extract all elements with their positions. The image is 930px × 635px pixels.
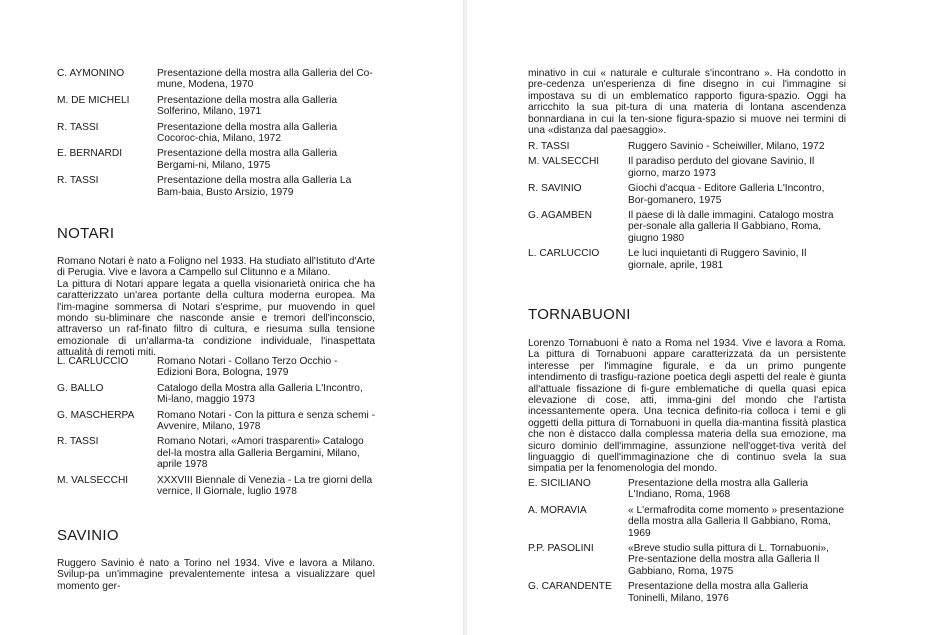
savinio-bio (57, 558, 375, 592)
reference-text: Romano Notari, «Amori trasparenti» Catalogo del-la mostra alla Galleria Bergamini, Milano, aprile 1978 (157, 436, 364, 471)
reference-author: G. BALLO (57, 382, 104, 394)
reference-item (528, 141, 846, 152)
reference-author: G. MASCHERPA (57, 409, 135, 421)
reference-author: C. AYMONINO (57, 68, 125, 79)
reference-item (528, 505, 846, 539)
reference-text: Presentazione della mostra alla Galleria Cocoroc-chia, Milano, 1972 (157, 121, 338, 145)
reference-text: Il paradiso perduto del giovane Savinio, Il giorno, marzo 1973 (628, 156, 815, 179)
reference-author: R. TASSI (57, 436, 99, 448)
reference-item (57, 68, 375, 91)
savinio-heading: SAVINIO (57, 527, 119, 544)
notari-bio-paragraph: La pittura di Notari appare legata a quella visionarietà onirica che ha caratterizzato un'area portante della cultura moderna europea. Ma l'im-magine sommersa di Notari s'esprime, pur muovendo in quel mondo su-bliminare che nasconde ansie e tremori dell'inconscio, attraverso un raf-finato filtro di cultura, e riesuma sulla tensione emozionale di un'allarma-ta condizione individuale, l'inaspettata attualità di remoti miti. (57, 278, 375, 359)
reference-item (57, 436, 375, 470)
reference-item (57, 356, 375, 379)
reference-author: L. CARLUCCIO (57, 356, 129, 367)
reference-author: R. TASSI (528, 141, 570, 152)
reference-item (528, 581, 846, 604)
reference-item (57, 122, 375, 145)
savinio-bio-paragraph: minativo in cui « naturale e culturale s'incontrano ». Ha condotto in pre-cedenza un'esperienza di fine disegno in cui l'immagine si impostava su di un emblematico rapporto figura-spazio. Oggi ha arricchito la sua pit-tura di una materia di lontana ascendenza bonnardiana in cui la ten-sione figura-spazio si muove nei termini di una «distanza dal paesaggio». (528, 68, 846, 137)
reference-item (57, 410, 375, 433)
reference-text: Presentazione della mostra alla Galleria L'Indiano, Roma, 1968 (628, 478, 809, 501)
reference-author: A. MORAVIA (528, 504, 587, 516)
reference-author: R. TASSI (57, 175, 99, 187)
reference-text: Presentazione della mostra alla Galleria Solferino, Milano, 1971 (157, 94, 338, 118)
reference-text: Le luci inquietanti di Ruggero Savinio, Il giornale, aprile, 1981 (628, 248, 807, 271)
reference-author: P.P. PASOLINI (528, 543, 594, 555)
aymonino-references (57, 68, 375, 202)
reference-item (528, 210, 846, 244)
reference-item (528, 543, 846, 577)
reference-author: M. VALSECCHI (57, 474, 129, 486)
savinio-bio-paragraph: Ruggero Savinio è nato a Torino nel 1934. Vive e lavora a Milano. Svilup-pa un'immagine prevalentemente intesa a visualizzare quel momento ger- (57, 558, 375, 592)
reference-text: «Breve studio sulla pittura di L. Tornabuoni», Pre-sentazione della mostra alla Galleria Il Gabbiano, Roma, 1975 (628, 543, 829, 577)
reference-author: G. AGAMBEN (528, 210, 592, 222)
notari-bio (57, 256, 375, 359)
reference-text: XXXVIII Biennale di Venezia - La tre giorni della vernice, Il Giornale, luglio 1978 (157, 474, 373, 498)
reference-item (57, 148, 375, 171)
tornabuoni-heading: TORNABUONI (528, 306, 631, 323)
reference-author: M. VALSECCHI (528, 156, 600, 168)
reference-author: L. CARLUCCIO (528, 248, 600, 260)
reference-author: R. SAVINIO (528, 183, 582, 195)
reference-item (57, 95, 375, 118)
reference-text: Giochi d'acqua - Editore Galleria L'Incontro, Bor-gomanero, 1975 (628, 183, 825, 206)
reference-text: Il paese di là dalle immagini. Catalogo mostra per-sonale alla galleria Il Gabbiano, Roma, giugno 1980 (628, 210, 834, 244)
notari-heading: NOTARI (57, 225, 115, 242)
reference-item (528, 478, 846, 501)
reference-text: Romano Notari - Con la pittura e senza schemi - Avvenire, Milano, 1978 (157, 409, 375, 433)
tornabuoni-bio (528, 338, 846, 475)
reference-item (528, 156, 846, 179)
reference-author: E. BERNARDI (57, 148, 123, 160)
reference-item (528, 248, 846, 271)
reference-text: Ruggero Savinio - Scheiwiller, Milano, 1972 (628, 141, 825, 152)
reference-text: Presentazione della mostra alla Galleria Toninelli, Milano, 1976 (628, 581, 809, 604)
reference-author: E. SICILIANO (528, 478, 591, 489)
reference-item (57, 383, 375, 406)
notari-bio-paragraph: Romano Notari è nato a Foligno nel 1933. Ha studiato all'Istituto d'Arte di Perugia. Vive e lavora a Campello sul Clitunno e a Milano. (57, 256, 375, 279)
reference-item (57, 475, 375, 498)
reference-item (528, 183, 846, 206)
reference-text: Catalogo della Mostra alla Galleria L'Incontro, Mi-lano, maggio 1973 (157, 382, 363, 406)
reference-text: Presentazione della mostra alla Galleria Bergami-ni, Milano, 1975 (157, 148, 338, 171)
reference-text: Presentazione della mostra alla Galleria del Co-mune, Modena, 1970 (157, 68, 373, 91)
tornabuoni-references (528, 478, 846, 608)
notari-references (57, 356, 375, 501)
reference-text: Presentazione della mostra alla Galleria La Bam-baia, Busto Arsizio, 1979 (157, 175, 352, 198)
reference-author: M. DE MICHELI (57, 94, 130, 106)
reference-author: G. CARANDENTE (528, 581, 612, 593)
left-page (0, 0, 463, 635)
reference-text: « L'ermafrodita come momento » presentazione della mostra alla Galleria Il Gabbiano, Roma, 1969 (628, 504, 844, 539)
reference-author: R. TASSI (57, 121, 99, 133)
reference-item (57, 175, 375, 198)
reference-text: Romano Notari - Collano Terzo Occhio - Edizioni Bora, Bologna, 1979 (157, 356, 338, 379)
savinio-bio-continued (528, 68, 846, 136)
savinio-references (528, 141, 846, 275)
tornabuoni-bio-paragraph: Lorenzo Tornabuoni è nato a Roma nel 1934. Vive e lavora a Roma. La pittura di Tornabuoni appare caratterizzata da un persistente interesse per l'immagine figurale, e da un primo pungente intendimento di trasfigu-razione poetica degli aspetti del reale è giunta all'attuale fissazione di fi-gure emblematiche di quella quasi epica elevazione di cose, atti, imma-gini del mondo che l'artista incessantemente opera. Una tecnica definito-ria colloca i temi e gli oggetti della pittura di Tornabuoni in quella dia-mantina fissità plastica che non è distacco dalla complessa materia della sua emozione, ma sicuro dominio dell'immagine, assunzione nell'ogget-tiva verità del linguaggio di quell'immaginazione che di continuo svela la sua simpatia per la fenomenologia del mondo. (528, 338, 846, 475)
right-page (467, 0, 930, 635)
